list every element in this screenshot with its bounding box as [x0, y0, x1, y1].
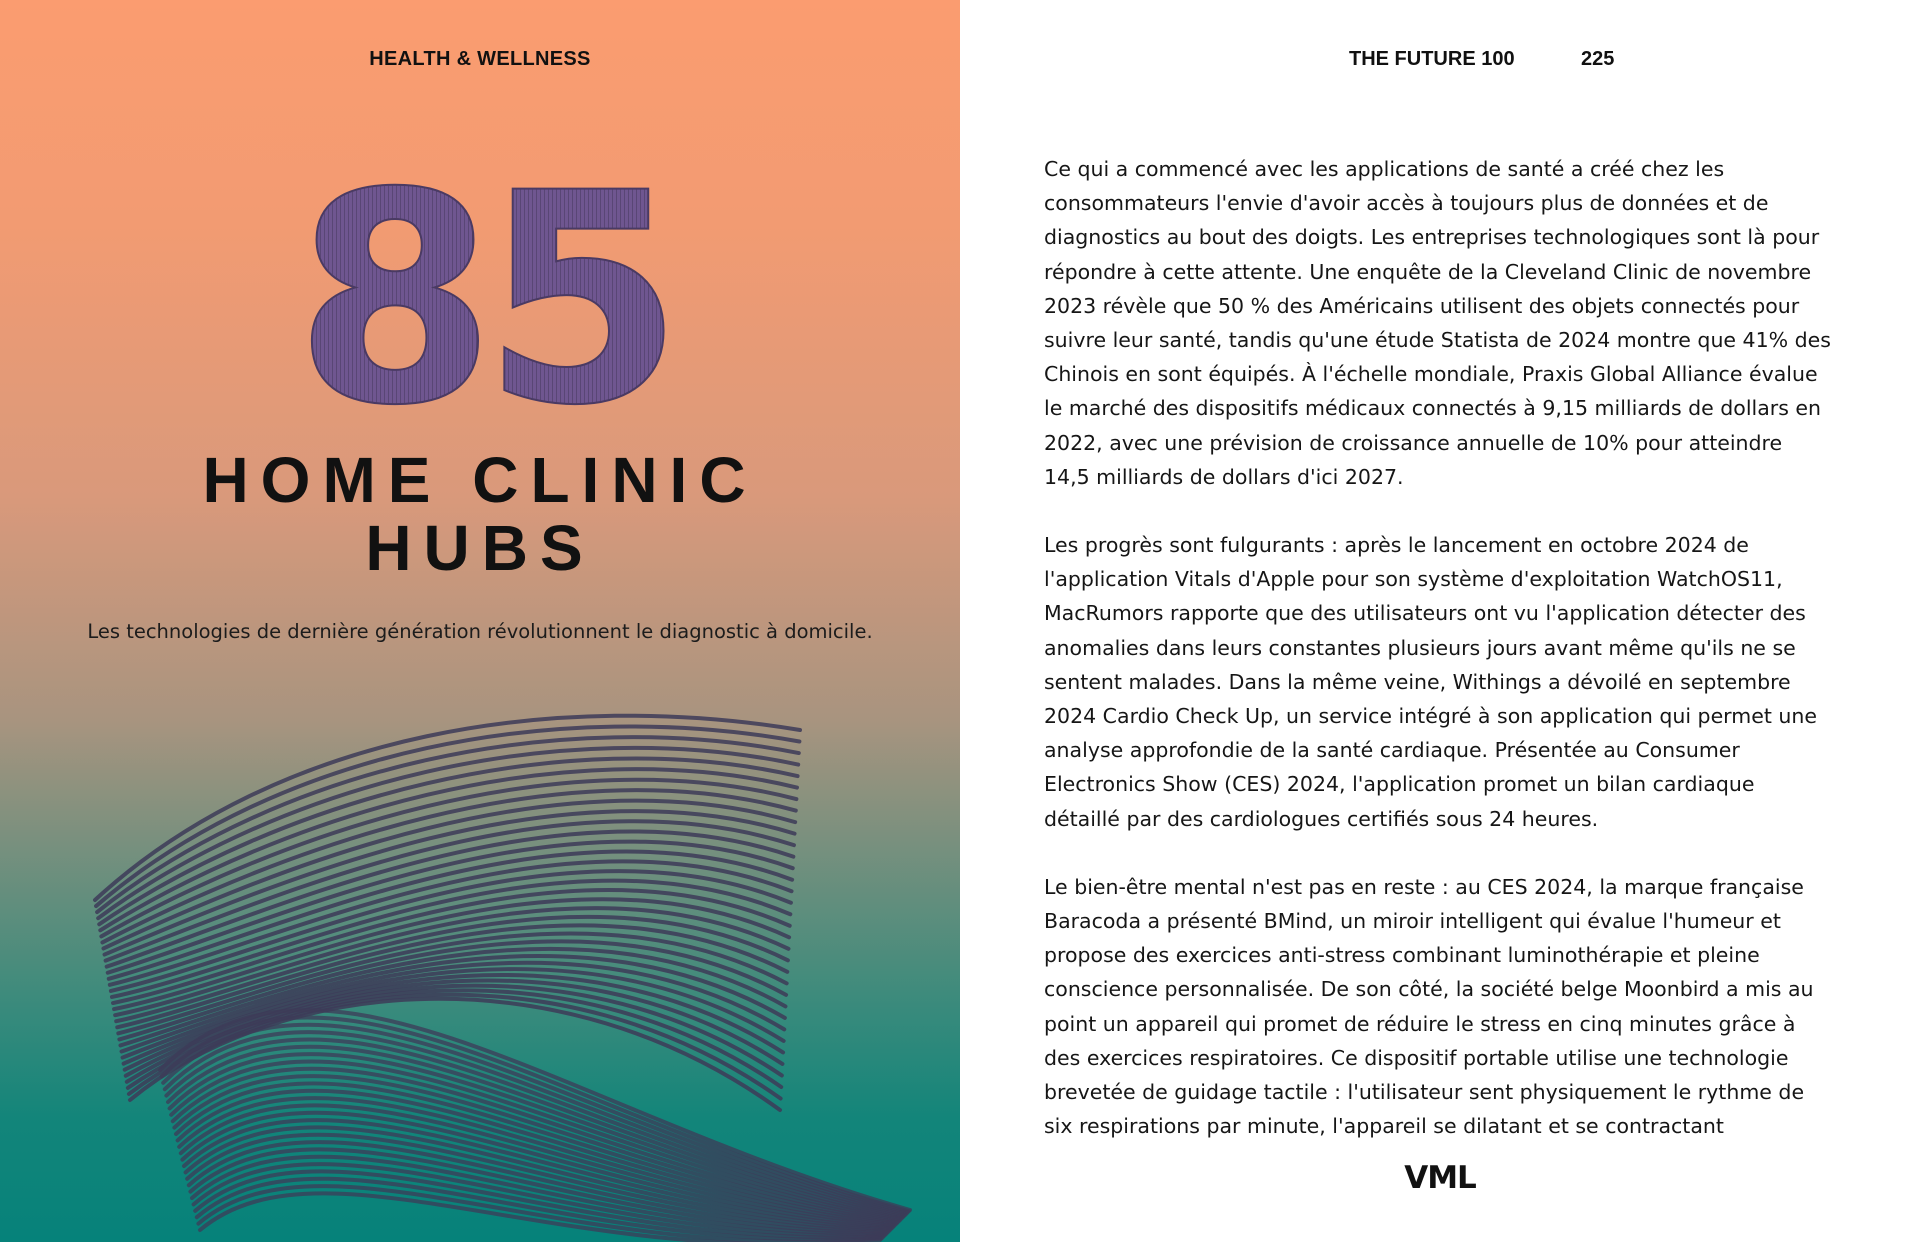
right-page: [960, 0, 1920, 1242]
wave-stripe: [96, 726, 799, 906]
headline-line-1: HOME CLINIC: [202, 444, 758, 516]
paragraph-3: Le bien-être mental n'est pas en reste : au CES 2024, la marque française Baracoda a présenté BMind, un miroir intelligent qui évalue l'humeur et propose des exercices anti-stress combinant luminothérapie et pleine conscience personnalisée. De son côté, la société belge Moonbird a mis au point un appareil qui promet de réduire le stress en cinq minutes grâce à des exercices respiratoires. Ce dispositif portable utilise une technologie brevetée de guidage tactile : l'utilisateur sent physiquement le rythme de six respirations par minute, l'appareil se dilatant et se contractant: [1044, 874, 1814, 1139]
trend-headline: [0, 446, 960, 582]
trend-number: 85: [294, 138, 670, 428]
page-number: 225: [1581, 48, 1615, 70]
section-label: HEALTH & WELLNESS: [369, 48, 591, 70]
subheadline: Les technologies de dernière génération révolutionnent le diagnostic à domicile.: [87, 620, 873, 643]
headline-line-2: HUBS: [365, 512, 595, 584]
wave-illustration: [0, 650, 960, 1242]
article-body: [1044, 152, 1834, 1177]
vml-logo: VML: [1404, 1160, 1476, 1196]
paragraph-2: Les progrès sont fulgurants : après le lancement en octobre 2024 de l'application Vitals d'Apple pour son système d'exploitation WatchOS11, MacRumors rapporte que des utilisateurs ont vu l'application détecter des anomalies dans leurs constantes plusieurs jours avant même qu'ils ne se sentent malades. Dans la même veine, Withings a dévoilé en septembre 2024 Cardio Check Up, un service intégré à son application qui permet une analyse approfondie de la santé cardiaque. Présentée au Consumer Electronics Show (CES) 2024, l'application promet un bilan cardiaque détaillé par des cardiologues certifiés sous 24 heures.: [1044, 533, 1817, 831]
publication-title: THE FUTURE 100: [1349, 48, 1515, 70]
trend-number-graphic: [0, 138, 960, 428]
paragraph-1: Ce qui a commencé avec les applications de santé a créé chez les consommateurs l'envie d'avoir accès à toujours plus de données et de diagnostics au bout des doigts. Les entreprises technologiques sont là pour répondre à cette attente. Une enquête de la Cleveland Clinic de novembre 2023 révèle que 50 % des Américains utilisent des objets connectés pour suivre leur santé, tandis qu'une étude Statista de 2024 montre que 41% des Chinois en sont équipés. À l'échelle mondiale, Praxis Global Alliance évalue le marché des dispositifs médicaux connectés à 9,15 milliards de dollars en 2022, avec une prévision de croissance annuelle de 10% pour atteindre 14,5 milliards de dollars d'ici 2027.: [1044, 157, 1831, 489]
